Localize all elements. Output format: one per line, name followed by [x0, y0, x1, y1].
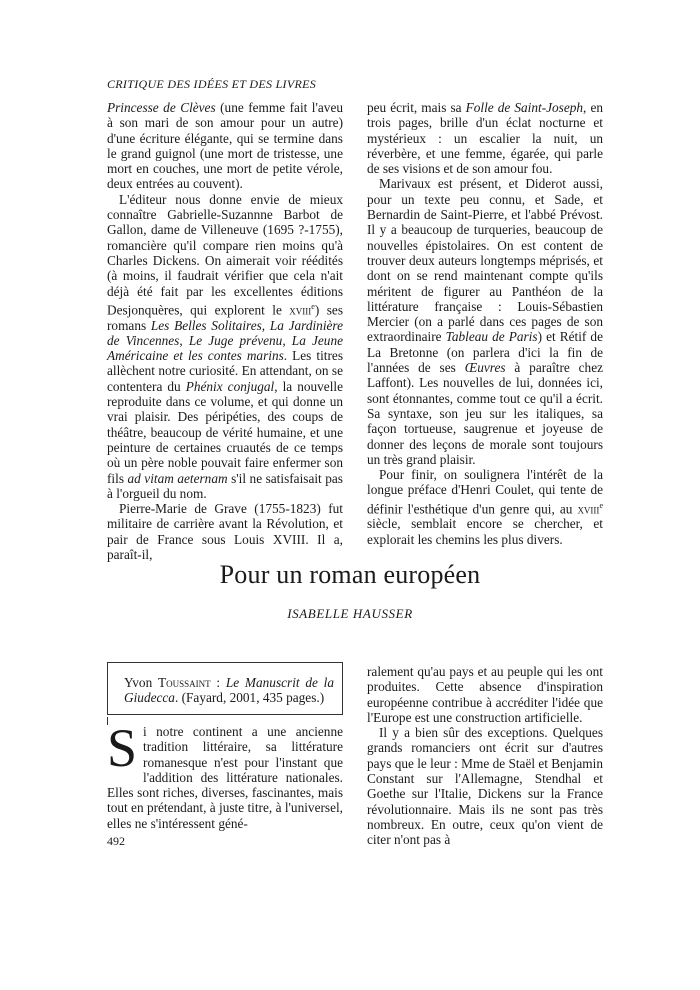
italic-title: Folle de Saint-Joseph — [465, 100, 584, 115]
text: (une femme fait l'aveu à son mari de son amour pour un autre) d'une écriture élégante, qui se termine dans le grand guignol (une mort de tristesse, une mort en couches, une mort de petite vérole, deux entrées au couvent). — [107, 100, 343, 192]
text: , en trois pages, brille d'un éclat nocturne et mystérieux : un escalier la nuit, un réverbère, et une femme, égarée, qui parle de ses visions et de son amour fou. — [367, 100, 603, 177]
top-right-column — [367, 100, 603, 547]
italic-title: Œuvres — [464, 360, 506, 376]
paragraph — [367, 176, 603, 467]
text: , la nouvelle reproduite dans ce volume, et qui donne un vrai plaisir. Des péripéties, des coups de théâtre, beaucoup de vérité humaine, et une peinture de certaines cruautés de ce temps où un père noble pouvait faire enfermer son fils — [107, 378, 343, 486]
paragraph — [107, 718, 343, 831]
paragraph — [367, 467, 603, 547]
paragraph — [367, 100, 603, 176]
paragraph — [107, 100, 343, 192]
paragraph — [107, 192, 343, 501]
italic-titles: Les Belles Solitaires, La Jardinière de Vincennes, Le Juge prévenu, La Jeune Américaine et les contes marins — [107, 317, 343, 364]
paragraph: ralement qu'au pays et au peuple qui les ont produites. Cette absence d'inspiration européenne contribue à accréditer l'idée que l'Europe est une construction artificielle. — [367, 664, 603, 725]
text: Yvon — [124, 675, 158, 690]
author-surname: Toussaint — [157, 675, 211, 690]
bottom-left-column — [107, 718, 343, 831]
century-numeral: xviii — [289, 302, 312, 318]
book-title: Le Manuscrit de la Giudecca — [124, 675, 335, 706]
running-head: CRITIQUE DES IDÉES ET DES LIVRES — [107, 77, 317, 91]
italic-title: Tableau de Paris — [445, 329, 538, 345]
publication-info: . (Fayard, 2001, 435 pages.) — [174, 690, 325, 706]
text: peu écrit, mais sa — [367, 100, 466, 115]
text: . Les titres allèchent notre curiosité. En attendant, on se contentera du — [107, 348, 343, 394]
italic-latin: ad vitam aeternam — [127, 470, 228, 486]
page-number: 492 — [107, 834, 125, 848]
paragraph: Pierre-Marie de Grave (1755-1823) fut militaire de carrière avant la Révolution, et pair de France sous Louis XVIII. Il a, paraît-il, — [107, 501, 343, 563]
text: s'il ne satisfaisait pas à l'orgueil du nom. — [107, 470, 343, 501]
drop-cap: S — [107, 718, 138, 778]
superscript: e — [599, 500, 603, 510]
superscript: e — [311, 301, 315, 311]
text: Marivaux est présent, et Diderot aussi, pour un texte peu connu, et Sade, et Bernardin de Saint-Pierre, et l'abbé Prévost. Il y a beaucoup de turqueries, beaucoup de nouvelles épistolaires. On est content de trouver deux auteurs longtemps méprisés, et dont on se rend maintenant compte qu'ils méritent de figurer au Panthéon de la littérature française : Louis-Sébastien Mercier (on a parlé dans ces pages de son extraordinaire — [367, 176, 603, 345]
text: L'éditeur nous donne envie de mieux connaître Gabrielle-Suzannne Barbot de Gallon, dame de Villeneuve (1695 ?-1755), romancière qu'il compare rien moins qu'à Charles Dickens. On aimerait voir réédités (à moins, il faudrait vérifier que cela n'ait déjà été fait par les excellentes éditions Desjonquères, qui explorent le — [107, 191, 343, 318]
italic-title: Phénix conjugal — [185, 378, 275, 394]
italic-title: Princesse de Clèves — [107, 100, 216, 115]
text: à paraître chez Laffont). Les nouvelles de lui, données ici, sont étonnantes, comme tout ce qu'il a écrit. Sa syntaxe, son jeu sur les italiques, sa façon tortueuse, saugrenue et joyeuse de donner des leçons de morale sont toujours un très grand plaisir. — [367, 360, 604, 467]
text: : — [210, 675, 226, 690]
text: ) et Rétif de La Bretonne (on parlera d'ici la fin de l'années de ses — [367, 329, 603, 376]
book-reference — [124, 675, 334, 706]
text: siècle, semblait encore se chercher, et explorait les chemins les plus divers. — [367, 516, 603, 547]
text: Pour finir, on soulignera l'intérêt de la longue préface d'Henri Coulet, qui tente de définir l'esthétique d'un genre qui, au — [367, 467, 603, 517]
text: ) ses romans — [107, 302, 343, 333]
article-author: ISABELLE HAUSSER — [287, 606, 413, 621]
book-reference-box — [107, 662, 343, 715]
text: i notre continent a une ancienne tradition littéraire, sa littérature romanesque n'est pour l'instant que l'addition des littérature nationales. Elles sont riches, diverses, fascinantes, mais tout en prétendant, à juste titre, à l'universel, elles ne s'intéressent géné- — [107, 724, 343, 831]
century-numeral: xviii — [577, 501, 600, 517]
article-title: Pour un roman européen — [219, 560, 481, 589]
top-left-column — [107, 100, 343, 562]
paragraph: Il y a bien sûr des exceptions. Quelques grands romanciers ont écrit sur d'autres pays que le leur : Mme de Staël et Benjamin Constant sur l'Allemagne, Stendhal et Goethe sur l'Italie, Dickens sur la France révolutionnaire. Mais ils ne sont pas très nombreux. En outre, ceux qu'on vient de citer n'ont pas à — [367, 725, 603, 848]
bottom-right-column — [367, 664, 603, 848]
